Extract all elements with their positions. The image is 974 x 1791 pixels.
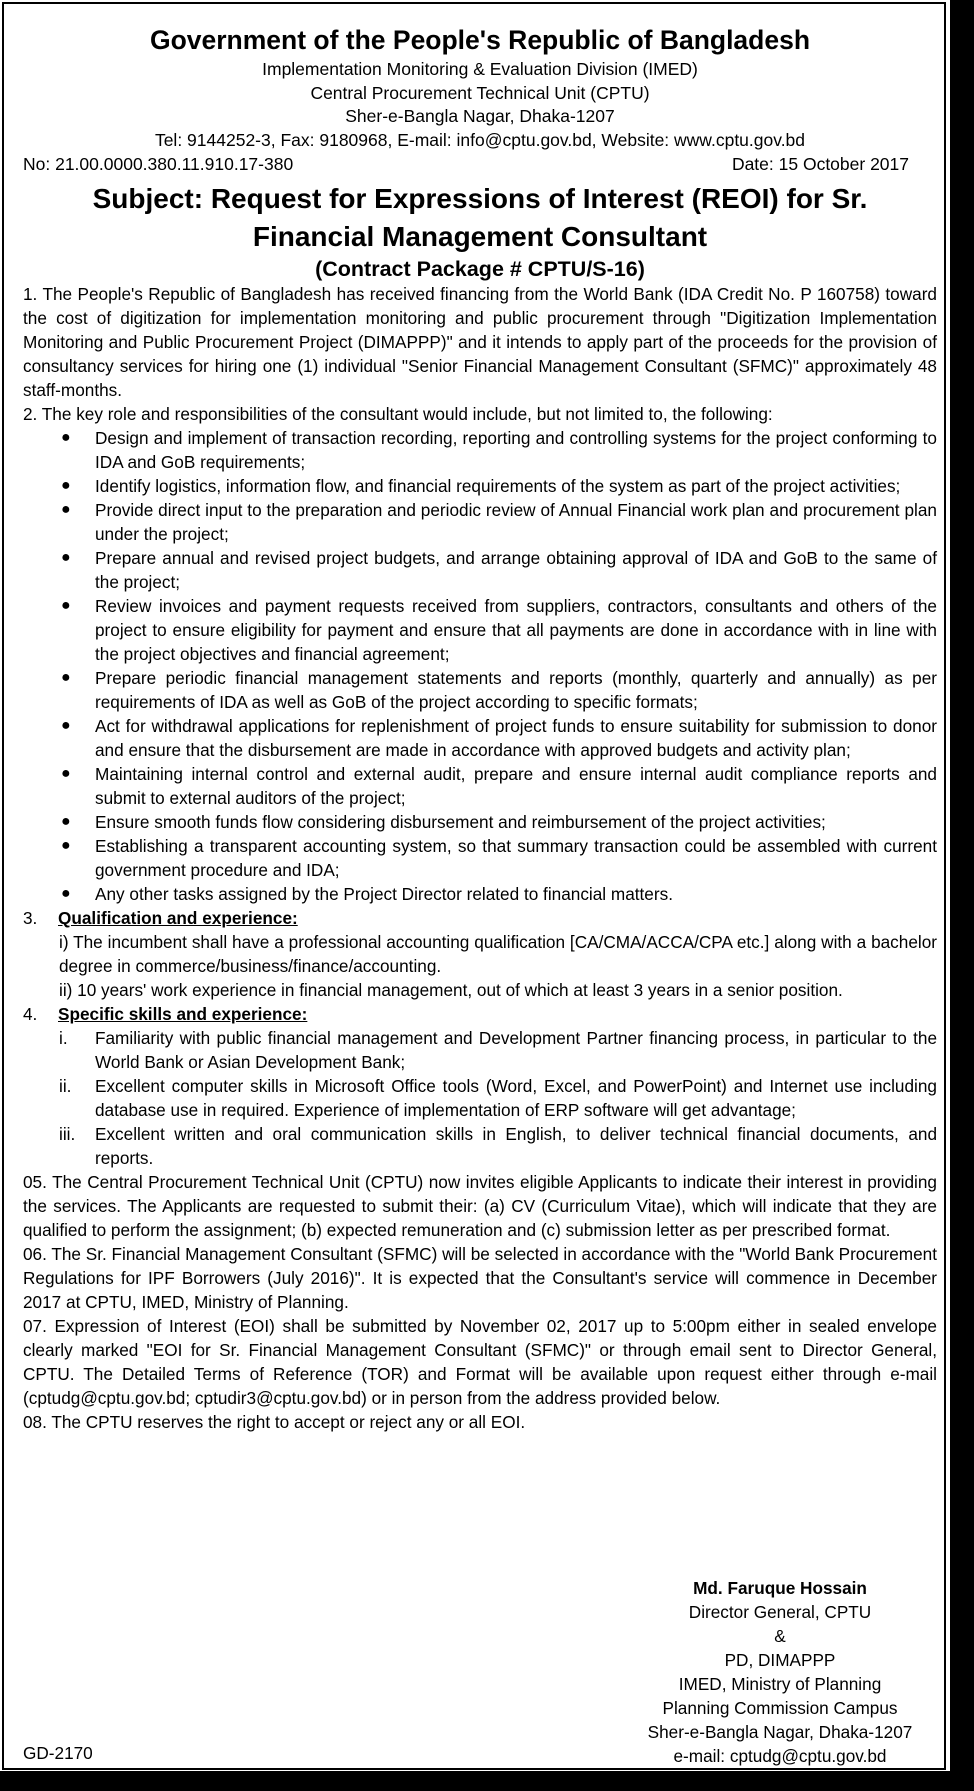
list-item: ● Prepare annual and revised project budgets, and arrange obtaining approval of IDA and GoB to the same of the project; [61, 548, 937, 592]
division-name: Implementation Monitoring & Evaluation Division (IMED) [262, 59, 698, 79]
office-address: Sher-e-Bangla Nagar, Dhaka-1207 [345, 106, 615, 126]
skill-item: i. Familiarity with public financial management and Development Partner financing process, in particular to the World Bank or Asian Development Bank; [59, 1028, 937, 1072]
paragraph-1: 1. The People's Republic of Bangladesh has received financing from the World Bank (IDA Credit No. P 160758) toward the cost of digitization for implementation monitoring and public procurement through "Digitization Implementation Monitoring and Public Procurement Project (DIMAPPP)" and it intends to apply part of the proceeds for the provision of consultancy services for hiring one (1) individual "Senior Financial Management Consultant (SFMC)" approximately 48 staff-months. [23, 284, 937, 400]
list-item: ● Act for withdrawal applications for replenishment of project funds to ensure suitability for submission to donor and ensure that the disbursement are made in accordance with approved budgets and activity plan; [61, 716, 937, 760]
document-body [23, 18, 937, 1434]
contract-package: (Contract Package # CPTU/S-16) [315, 257, 645, 281]
bullet-icon: ● [61, 597, 71, 614]
bullet-icon: ● [61, 813, 71, 830]
list-item: ● Any other tasks assigned by the Project Director related to financial matters. [61, 884, 673, 904]
signatory-email: e-mail: cptudg@cptu.gov.bd [673, 1746, 887, 1766]
bullet-icon: ● [61, 549, 71, 566]
document-page [2, 2, 946, 1770]
paragraph-7: 07. Expression of Interest (EOI) shall be submitted by November 02, 2017 up to 5:00pm either in sealed envelope clearly marked "EOI for Sr. Financial Management Consultant (SFMC)" or through email sent to Director General, CPTU. The Detailed Terms of Reference (TOR) and Format will be available upon request either through e-mail (cptudg@cptu.gov.bd; cptudir3@cptu.gov.bd) or in person from the address provided below. [23, 1316, 937, 1408]
unit-name: Central Procurement Technical Unit (CPTU) [310, 82, 650, 103]
paragraph-8: 08. The CPTU reserves the right to accept or reject any or all EOI. [23, 1412, 526, 1432]
list-item: ● Identify logistics, information flow, and financial requirements of the system as part of the project activities; [61, 476, 901, 496]
signatory-address: Sher-e-Bangla Nagar, Dhaka-1207 [647, 1722, 913, 1742]
paragraph-2: 2. The key role and responsibilities of the consultant would include, but not limited to, the following: [23, 404, 773, 424]
reference-number: No: 21.00.0000.380.11.910.17-380 [23, 154, 294, 174]
section-number: 3. [23, 908, 38, 928]
signatory-role: PD, DIMAPPP [724, 1650, 836, 1670]
subject-line-2: Financial Management Consultant [252, 221, 708, 252]
reference-date: Date: 15 October 2017 [731, 154, 909, 174]
government-title: Government of the People's Republic of Bangladesh [149, 25, 811, 55]
bullet-icon: ● [61, 837, 71, 854]
reference-line [23, 152, 937, 176]
scan-edge-bottom [0, 1771, 974, 1791]
paragraph-5: 05. The Central Procurement Technical Unit (CPTU) now invites eligible Applicants to indicate their interest in providing the services. The Applicants are requested to submit their: (a) CV (Curriculum Vitae), which will indicate that they are qualified to perform the assignment; (b) expected remuneration and (c) submission letter as per prescribed format. [23, 1172, 937, 1240]
signatory-title: Director General, CPTU [688, 1602, 872, 1622]
bullet-icon: ● [61, 429, 71, 446]
bullet-icon: ● [61, 885, 71, 902]
bullet-icon: ● [61, 717, 71, 734]
list-item: ● Design and implement of transaction recording, reporting and controlling systems for the project conforming to IDA and GoB requirements; [61, 428, 937, 472]
signatory-ministry: IMED, Ministry of Planning [678, 1674, 882, 1694]
list-item: ● Review invoices and payment requests received from suppliers, contractors, consultants and others of the project to ensure eligibility for payment and ensure that all payments are done in accordance with in line with the project objectives and financial agreement; [61, 596, 937, 664]
responsibilities-list [23, 426, 937, 906]
signatory-ampersand: & [774, 1626, 786, 1646]
section-title: Specific skills and experience: [58, 1004, 308, 1024]
paragraph-6: 06. The Sr. Financial Management Consultant (SFMC) will be selected in accordance with the "World Bank Procurement Regulations for IPF Borrowers (July 2016)". It is expected that the Consultant's service will commence in December 2017 at CPTU, IMED, Ministry of Planning. [23, 1244, 937, 1312]
list-item: ● Maintaining internal control and external audit, prepare and ensure internal audit compliance reports and submit to external auditors of the project; [61, 764, 937, 808]
subject-block [23, 180, 937, 282]
list-item: ● Prepare periodic financial management statements and reports (monthly, quarterly and annually) as per requirements of IDA as well as GoB of the project according to specific formats; [61, 668, 937, 712]
section-qualification [23, 906, 937, 1002]
section-heading [23, 906, 937, 930]
skill-item: ii. Excellent computer skills in Microsoft Office tools (Word, Excel, and PowerPoint) and Internet use including database use in required. Experience of implementation of ERP software will get advantage; [59, 1076, 937, 1120]
subject-line-1: Subject: Request for Expressions of Interest (REOI) for Sr. [92, 183, 868, 214]
list-item: ● Ensure smooth funds flow considering disbursement and reimbursement of the project activities; [61, 812, 826, 832]
section-number: 4. [23, 1004, 38, 1024]
signatory-campus: Planning Commission Campus [662, 1698, 898, 1718]
section-heading [23, 1002, 937, 1026]
list-item: ● Establishing a transparent accounting system, so that summary transaction could be assembled with current government procedure and IDA; [61, 836, 937, 880]
footer-code: GD-2170 [23, 1743, 93, 1763]
bullet-icon: ● [61, 669, 71, 686]
section-title: Qualification and experience: [58, 908, 298, 928]
qualification-item: i) The incumbent shall have a professional accounting qualification [CA/CMA/ACCA/CPA etc.] along with a bachelor degree in commerce/business/finance/accounting. [59, 932, 937, 976]
signature-block [630, 1576, 930, 1768]
contact-line: Tel: 9144252-3, Fax: 9180968, E-mail: info@cptu.gov.bd, Website: www.cptu.gov.bd [154, 129, 806, 150]
signatory-name: Md. Faruque Hossain [693, 1578, 867, 1598]
bullet-icon: ● [61, 477, 71, 494]
qualification-item: ii) 10 years' work experience in financial management, out of which at least 3 years in a senior position. [59, 980, 843, 1000]
letterhead [23, 22, 937, 152]
bullet-icon: ● [61, 765, 71, 782]
bullet-icon: ● [61, 501, 71, 518]
section-skills [23, 1002, 937, 1170]
scan-edge-right [950, 0, 974, 1791]
list-item: ● Provide direct input to the preparation and periodic review of Annual Financial work plan and procurement plan under the project; [61, 500, 937, 544]
skill-item: iii. Excellent written and oral communication skills in English, to deliver technical financial documents, and reports. [59, 1124, 937, 1168]
